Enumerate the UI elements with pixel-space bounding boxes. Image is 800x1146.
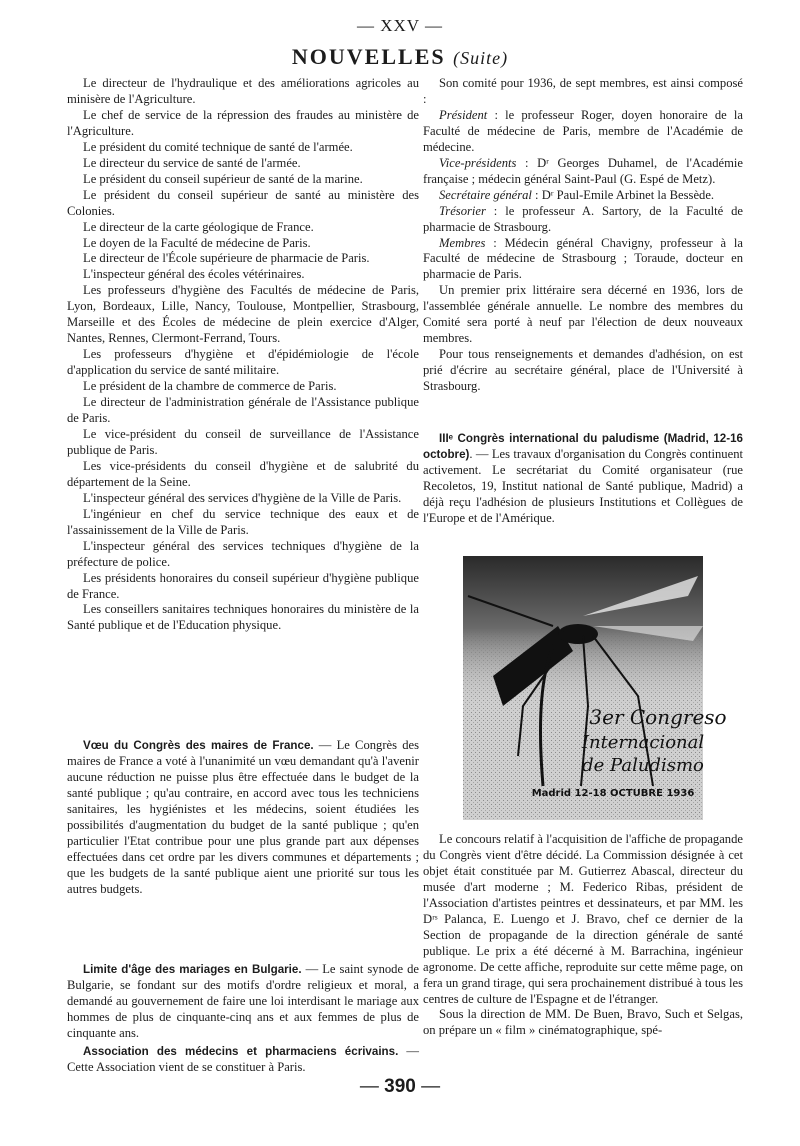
title-text: NOUVELLES [291, 44, 446, 69]
article-heading: Association des médecins et pharmaciens écrivains. [83, 1045, 399, 1058]
list-item: Le président du conseil supérieur de santé au ministère des Colonies. [67, 187, 419, 218]
list-item: Les professeurs d'hygiène des Facultés de médecine de Paris, Lyon, Bordeaux, Lille, Nancy, Toulouse, Montpellier, Strasbourg, Marseille et des Écoles de médecine de plein exercice d'Alger, Nantes, Rennes, Clermont-Ferrand, Tours. [67, 283, 419, 346]
committee-role [423, 236, 743, 284]
paragraph: Son comité pour 1936, de sept membres, est ainsi composé : [423, 76, 743, 106]
committee-role [423, 156, 743, 188]
article-limite-age [67, 962, 419, 1042]
article-body: — Le Congrès des maires de France a voté à l'unanimité un vœu demandant qu'à l'avenir aucune réduction ne puisse plus être effectuée dans le budget de la santé publique ; qu'au contraire, en accord avec tous les techniciens sanitaires, les hygiénistes et les médecins, soient étudiées les possibilités d'augmentation du budget de la santé publique ; qu'en particulier l'Etat contribue pour une plus grande part aux dépenses effectuées dans cet ordre par les divers communes et départements ; que les budgets de la santé publique aient une priorité sur tous les autres budgets. [67, 738, 419, 896]
list-item: Le vice-président du conseil de surveillance de l'Assistance publique de Paris. [67, 426, 419, 457]
list-item: Le directeur du service de santé de l'armée. [83, 155, 301, 170]
article-heading: IIIᵉ Congrès international du paludisme (Madrid, 12-16 octobre) [423, 432, 743, 461]
committee-role [423, 108, 743, 156]
poster-footer: Madrid 12-18 OCTUBRE 1936 [531, 788, 695, 799]
committee-section [423, 76, 743, 395]
list-item: L'inspecteur général des services techniques d'hygiène de la préfecture de police. [67, 538, 419, 569]
article-body: — Cette Association vient de se constituer à Paris. [67, 1044, 419, 1074]
list-item: Le directeur de la carte géologique de France. [83, 219, 314, 234]
list-item: L'ingénieur en chef du service technique des eaux et de l'assainissement de la Ville de Paris. [67, 506, 419, 537]
list-item: Le chef de service de la répression des fraudes au ministère de l'Agriculture. [67, 107, 419, 138]
list-item: Le doyen de la Faculté de médecine de Paris. [83, 235, 311, 250]
page-number-value: 390 [384, 1076, 416, 1097]
committee-role [423, 204, 743, 236]
list-item: Les vice-présidents du conseil d'hygiène et de salubrité du département de la Seine. [67, 458, 419, 489]
congress-poster-image [463, 556, 727, 820]
article-congres-paludisme [423, 431, 743, 527]
committee-role [423, 188, 743, 204]
paragraph: Pour tous renseignements et demandes d'adhésion, on est prié d'écrire au secrétaire général, place de l'Université à Strasbourg. [423, 347, 743, 394]
article-association [67, 1044, 419, 1076]
list-item: Le président du comité technique de santé de l'armée. [83, 139, 353, 154]
list-item: Les professeurs d'hygiène et d'épidémiologie de l'école d'application du service de santé militaire. [67, 347, 419, 378]
list-item: Le directeur de l'hydraulique et des améliorations agricoles au minisère de l'Agriculture. [67, 76, 419, 106]
article-heading: Limite d'âge des mariages en Bulgarie. [83, 963, 302, 976]
page-number: — 390 — [359, 1076, 441, 1097]
role-text: : Dʳ Georges Duhamel, de l'Académie française ; médecin général Saint-Paul (G. Espé de Metz). [423, 155, 743, 186]
role-label: Trésorier [439, 203, 486, 218]
role-text: : Médecin général Chavigny, professeur à la Faculté de médecine de Strasbourg ; Toraude, docteur en pharmacie de Paris. [423, 235, 743, 282]
list-item: L'inspecteur général des écoles vétérinaires. [83, 267, 305, 282]
list-item: Les présidents honoraires du conseil supérieur d'hygiène publique de France. [67, 570, 419, 601]
list-item: Le directeur de l'administration générale de l'Assistance publique de Paris. [67, 395, 419, 426]
poster-line1: 3er Congreso [589, 705, 727, 729]
poster-line2: Internacional [581, 732, 705, 753]
role-text: : le professeur A. Sartory, de la Faculté de pharmacie de Strasbourg. [423, 203, 743, 234]
article-voeu [67, 738, 419, 898]
title-suffix: (Suite) [453, 48, 509, 68]
role-label: Vice-présidents [439, 155, 517, 170]
list-item: Le président de la chambre de commerce de Paris. [83, 379, 337, 394]
role-label: Secrétaire général [439, 187, 532, 202]
roman-folio: — XXV — [356, 16, 444, 35]
page-title [0, 44, 800, 70]
article-concours-affiche [423, 832, 743, 1039]
paragraph: Un premier prix littéraire sera décerné en 1936, lors de l'assemblée générale annuelle. Le nombre des membres du Comité sera porté à neuf par l'élection de deux nouveaux membres. [423, 283, 743, 346]
members-list [67, 76, 419, 634]
list-item: Les conseillers sanitaires techniques honoraires du ministère de la Santé publique et de l'Education physique. [67, 602, 419, 633]
role-label: Membres [439, 235, 486, 250]
poster-line3: de Paludismo [582, 755, 704, 776]
role-text: : Dʳ Paul-Emile Arbinet la Bessède. [531, 187, 715, 202]
article-heading: Vœu du Congrès des maires de France. [83, 739, 314, 752]
role-text: : le professeur Roger, doyen honoraire de la Faculté de médecine de Paris, membre de l'Académie de médecine. [423, 107, 743, 154]
list-item: Le directeur de l'École supérieure de pharmacie de Paris. [83, 251, 370, 266]
article-body: — Le saint synode de Bulgarie, se fondant sur des motifs d'ordre religieux et moral, a demandé au gouvernement de faire une loi interdisant le mariage aux hommes de plus de cinquante-cinq ans et aux femmes de plus de cinquante ans. [67, 962, 419, 1040]
article-body: . — Les travaux d'organisation du Congrès continuent activement. Le secrétariat du Comité organisateur (rue Recoletos, 19, Institut national de Santé publique, Madrid) a déjà reçu l'adhésion de plusieurs Institutions et Collègues de l'Europe et de l'Amérique. [423, 446, 743, 525]
list-item: L'inspecteur général des services d'hygiène de la Ville de Paris. [83, 490, 402, 505]
role-label: Président [439, 107, 488, 122]
paragraph: Le concours relatif à l'acquisition de l'affiche de propagande du Congrès vient d'être décidé. La Commission désignée à cet objet était constituée par M. Gutierrez Abascal, directeur du musée d'art moderne ; M. Federico Ribas, président de l'Association d'artistes peintres et dessinateurs, et par MM. les Dʳˢ Palanca, E. Luengo et J. Bravo, chef ce dernier de la Section de propagande de la direction générale de santé publique. Le prix a été décerné à M. Barrachina, ingénieur agronome. De cette affiche, reproduite sur cette même page, on fera un grand tirage, qui sera prochainement distribué à tous les centres de culture de l'Espagne et de l'étranger. [423, 832, 743, 1006]
paragraph: Sous la direction de MM. De Buen, Bravo, Such et Selgas, on prépare un « film » cinématographique, spé- [423, 1007, 743, 1038]
list-item: Le président du conseil supérieur de santé de la marine. [83, 171, 363, 186]
